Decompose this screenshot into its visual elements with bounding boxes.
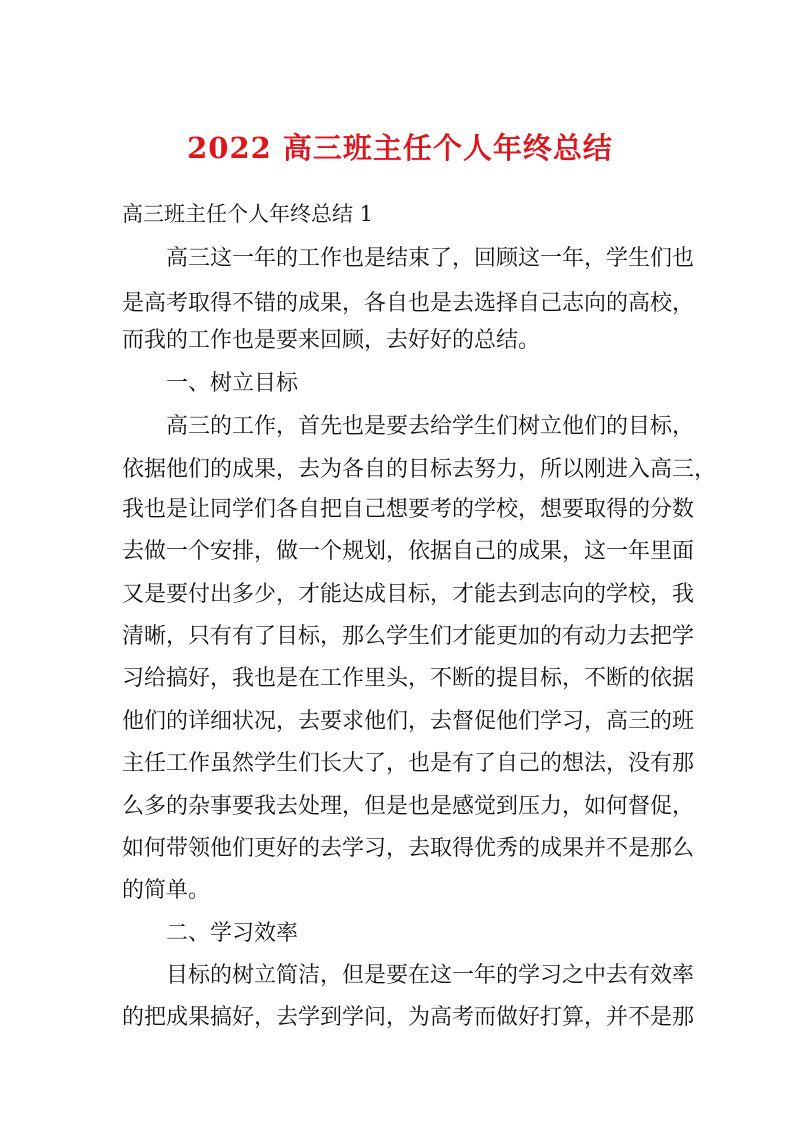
paragraph-line: 依据他们的成果，去为各自的目标去努力，所以刚进入高三，	[122, 457, 717, 482]
paragraph-line: 的把成果搞好，去学到学问，为高考而做好打算，并不是那	[122, 1005, 695, 1030]
paragraph-line: 是高考取得不错的成果，各自也是去选择自己志向的高校，	[122, 291, 695, 316]
paragraph-line: 目标的树立简洁，但是要在这一年的学习之中去有效率	[166, 963, 695, 988]
paragraph-line: 去做一个安排，做一个规划，依据自己的成果，这一年里面	[122, 539, 695, 564]
paragraph-line: 高三这一年的工作也是结束了，回顾这一年，学生们也	[166, 246, 695, 271]
subheading-2: 二、学习效率	[166, 921, 299, 946]
subheading-1: 一、树立目标	[166, 371, 299, 396]
paragraph-line: 高三的工作，首先也是要去给学生们树立他们的目标，	[166, 414, 695, 439]
page-title: 2022 高三班主任个人年终总结	[187, 131, 613, 165]
paragraph-line: 如何带领他们更好的去学习，去取得优秀的成果并不是那么	[122, 836, 695, 861]
paragraph-line: 而我的工作也是要来回顾，去好好的总结。	[122, 328, 541, 353]
paragraph-line: 又是要付出多少，才能达成目标，才能去到志向的学校，我	[122, 582, 695, 607]
paragraph-line: 习给搞好，我也是在工作里头，不断的提目标，不断的依据	[122, 666, 695, 691]
paragraph-line: 我也是让同学们各自把自己想要考的学校，想要取得的分数	[122, 497, 695, 522]
paragraph-line: 么多的杂事要我去处理，但是也是感觉到压力，如何督促，	[122, 794, 695, 819]
paragraph-line: 的简单。	[122, 878, 211, 903]
paragraph-line: 主任工作虽然学生们长大了，也是有了自己的想法，没有那	[122, 751, 695, 776]
section-heading: 高三班主任个人年终总结 1	[122, 202, 374, 226]
paragraph-line: 他们的详细状况，去要求他们，去督促他们学习，高三的班	[122, 709, 695, 734]
paragraph-line: 清晰，只有有了目标，那么学生们才能更加的有动力去把学	[122, 624, 695, 649]
